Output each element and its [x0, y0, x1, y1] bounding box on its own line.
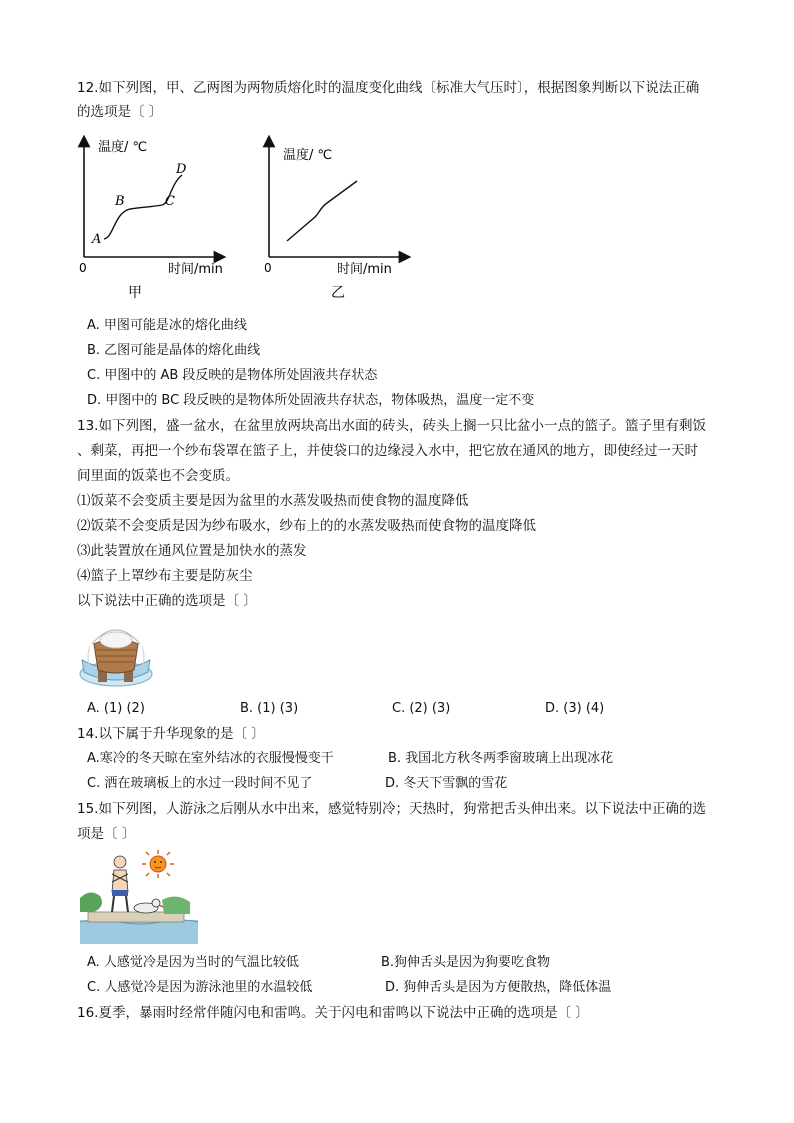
- q13-question: 以下说法中正确的选项是〔 〕: [77, 593, 257, 609]
- chart-jia: [70, 135, 250, 305]
- q15-option-c[interactable]: C. 人感觉冷是因为游泳池里的水温较低: [87, 980, 313, 995]
- jia-point-a: A: [92, 232, 102, 247]
- swimmer-dog-illustration: [80, 848, 198, 944]
- q12-option-c[interactable]: C. 甲图中的 AB 段反映的是物体所处固液共存状态: [87, 368, 378, 383]
- jia-point-c: C: [165, 194, 175, 209]
- basket-illustration: [76, 618, 156, 690]
- q13-statement-4: ⑷篮子上罩纱布主要是防灰尘: [77, 568, 253, 584]
- q12-option-d[interactable]: D. 甲图中的 BC 段反映的是物体所处固液共存状态，物体吸热，温度一定不变: [87, 393, 535, 408]
- q13-stem-line1: 13.如下列图，盛一盆水，在盆里放两块高出水面的砖头，砖头上搁一只比盆小一点的篮子。篮子里有剩饭: [77, 418, 706, 434]
- chart-yi: [255, 135, 435, 305]
- q14-option-d[interactable]: D. 冬天下雪飘的雪花: [385, 776, 508, 791]
- q15-stem-line2: 项是〔 〕: [77, 826, 136, 842]
- q13-option-b[interactable]: B. (1) (3): [240, 701, 299, 716]
- q13-option-d[interactable]: D. (3) (4): [545, 701, 605, 716]
- q15-option-d[interactable]: D. 狗伸舌头是因为方便散热，降低体温: [385, 980, 612, 995]
- q13-statement-1: ⑴饭菜不会变质主要是因为盆里的水蒸发吸热而使食物的温度降低: [77, 493, 469, 509]
- jia-point-d: D: [176, 162, 187, 177]
- q15-option-a[interactable]: A. 人感觉冷是因为当时的气温比较低: [87, 955, 299, 970]
- q16-stem: 16.夏季，暴雨时经常伴随闪电和雷鸣。关于闪电和雷鸣以下说法中正确的选项是〔 〕: [77, 1005, 589, 1021]
- q12-option-b[interactable]: B. 乙图可能是晶体的熔化曲线: [87, 343, 261, 358]
- q13-stem-line2: 、剩菜，再把一个纱布袋罩在篮子上，并使袋口的边缘浸入水中，把它放在通风的地方，即使经过一天时: [77, 443, 698, 459]
- q13-option-c[interactable]: C. (2) (3): [392, 701, 451, 716]
- q12-option-a[interactable]: A. 甲图可能是冰的熔化曲线: [87, 318, 247, 333]
- q15-stem-line1: 15.如下列图，人游泳之后刚从水中出来，感觉特别冷；天热时，狗常把舌头伸出来。以下说法中正确的选: [77, 801, 706, 817]
- q12-stem-line1: 12.如下列图，甲、乙两图为两物质熔化时的温度变化曲线〔标准大气压时〕，根据图象判断以下说法正确: [77, 80, 700, 96]
- yi-curve: [287, 181, 357, 241]
- q14-stem: 14.以下属于升华现象的是〔 〕: [77, 726, 265, 742]
- q12-stem-line2: 的选项是〔 〕: [77, 104, 163, 120]
- jia-point-b: B: [115, 194, 125, 209]
- q13-statement-2: ⑵饭菜不会变质是因为纱布吸水，纱布上的的水蒸发吸热而使食物的温度降低: [77, 518, 536, 534]
- jia-origin: 0: [79, 261, 87, 275]
- q13-stem-line3: 间里面的饭菜也不会变质。: [77, 468, 239, 484]
- q14-option-b[interactable]: B. 我国北方秋冬两季窗玻璃上出现冰花: [388, 751, 614, 766]
- q14-option-a[interactable]: A.寒冷的冬天晾在室外结冰的衣服慢慢变干: [87, 751, 334, 766]
- q15-option-b[interactable]: B.狗伸舌头是因为狗要吃食物: [381, 955, 551, 970]
- jia-ylabel: 温度/ ℃: [98, 140, 148, 155]
- jia-xlabel: 时间/min: [168, 262, 223, 277]
- q13-option-a[interactable]: A. (1) (2): [87, 701, 145, 716]
- yi-caption: 乙: [331, 285, 345, 301]
- yi-xlabel: 时间/min: [337, 262, 392, 277]
- q14-option-c[interactable]: C. 洒在玻璃板上的水过一段时间不见了: [87, 776, 313, 791]
- yi-origin: 0: [264, 261, 272, 275]
- jia-caption: 甲: [128, 285, 142, 301]
- q13-statement-3: ⑶此装置放在通风位置是加快水的蒸发: [77, 543, 307, 559]
- yi-ylabel: 温度/ ℃: [283, 148, 333, 163]
